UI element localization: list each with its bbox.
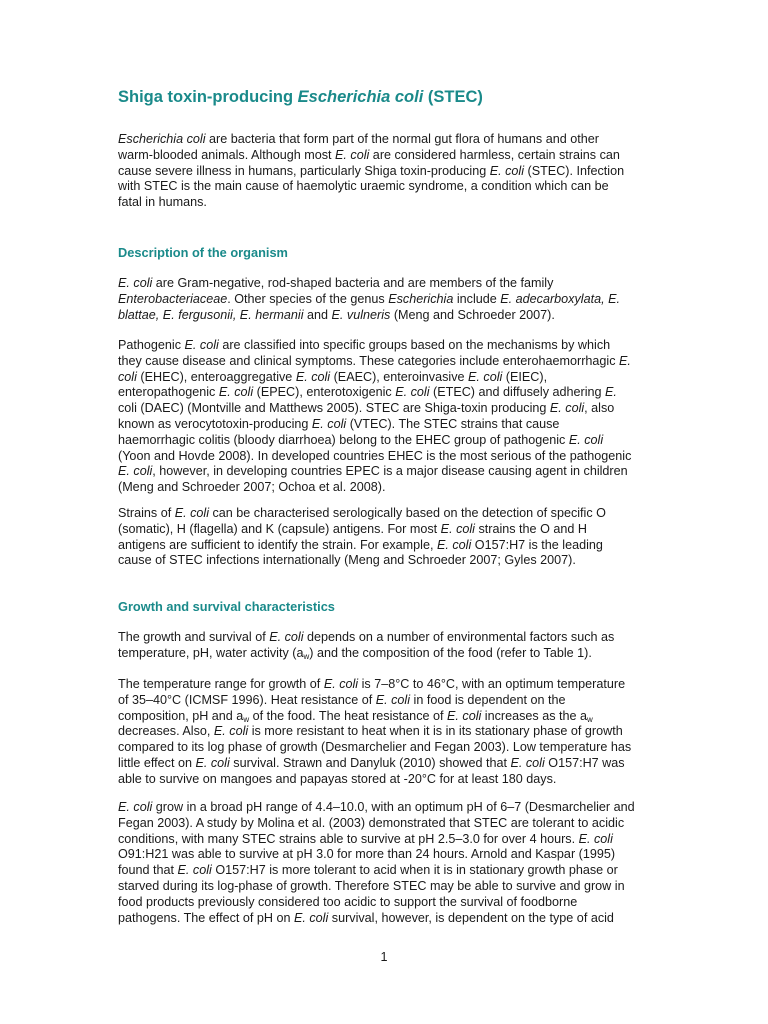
text-run: (EAEC), enteroinvasive — [330, 369, 468, 384]
italic-run: E. coli — [218, 385, 254, 400]
paragraph-description-family — [118, 276, 658, 323]
text-line — [118, 522, 658, 538]
text-line — [118, 895, 658, 911]
text-run: is more resistant to heat when it is in its stationary phase of growth — [248, 724, 623, 739]
subscript-run: w — [303, 651, 310, 661]
text-line — [118, 553, 658, 569]
subscript-run: w — [243, 714, 250, 724]
text-run: little effect on — [118, 755, 196, 770]
text-line — [118, 276, 658, 292]
text-run: starved during its log-phase of growth. Therefore STEC may be able to survive and grow in — [118, 878, 625, 893]
text-run: include — [453, 291, 501, 306]
text-run: survival, however, is dependent on the type of acid — [328, 910, 614, 925]
italic-run: E. coli — [174, 506, 209, 520]
paragraph-temperature — [118, 677, 658, 788]
text-line — [118, 630, 658, 646]
text-line — [118, 132, 658, 148]
text-line — [118, 464, 658, 480]
italic-run: E. coli — [118, 276, 153, 290]
page-number: 1 — [380, 950, 388, 964]
italic-run: E. coli — [568, 432, 604, 447]
text-run: increases as the a — [481, 708, 588, 723]
italic-run: E. — [605, 385, 617, 400]
italic-run: Escherichia — [388, 291, 454, 306]
italic-run: E. — [619, 353, 631, 368]
italic-run: E. coli — [549, 401, 585, 416]
text-run: cause of STEC infections internationally (Meng and Schroeder 2007; Gyles 2007). — [118, 553, 576, 568]
text-run: The temperature range for growth of — [118, 677, 324, 691]
text-run: . Other species of the genus — [227, 291, 389, 306]
text-line — [118, 538, 658, 554]
text-run: grow in a broad pH range of 4.4–10.0, with an optimum pH of 6–7 (Desmarchelier and — [152, 800, 635, 814]
italic-run: E. coli — [293, 910, 329, 925]
text-run: conditions, with many STEC strains able to survive at pH 2.5–3.0 for over 4 hours. — [118, 831, 579, 846]
text-run: and — [303, 307, 332, 322]
text-line — [118, 863, 658, 879]
text-line — [118, 740, 658, 756]
text-run: strains the O and H — [474, 521, 587, 536]
italic-run: E. coli — [184, 338, 219, 352]
italic-run: Enterobacteriaceae — [118, 291, 228, 306]
text-run: Pathogenic — [118, 338, 185, 352]
text-line — [118, 646, 658, 662]
text-line — [118, 401, 658, 417]
text-run: (EIEC), — [502, 369, 548, 384]
text-run: depends on a number of environmental factors such as — [303, 630, 615, 644]
text-run: , however, in developing countries EPEC is a major disease causing agent in children — [152, 464, 628, 479]
text-line — [118, 879, 658, 895]
text-run: , also — [584, 401, 615, 416]
italic-run: E. vulneris — [331, 307, 391, 322]
italic-run: E. coli — [489, 163, 525, 178]
italic-run: E. coli — [295, 369, 331, 384]
italic-run: E. coli — [440, 521, 475, 536]
text-run: (somatic), H (flagella) and K (capsule) antigens. For most — [118, 521, 441, 536]
italic-run: coli — [118, 369, 137, 384]
italic-run: E. adecarboxylata, E. — [500, 291, 620, 306]
text-run: with STEC is the main cause of haemolytic uraemic syndrome, a condition which can be — [118, 179, 609, 194]
text-run: Strains of — [118, 506, 175, 520]
text-line — [118, 480, 658, 496]
text-line — [118, 433, 658, 449]
text-run: is 7–8°C to 46°C, with an optimum temperature — [358, 677, 626, 691]
italic-run: E. coli — [436, 537, 472, 552]
text-run: composition, pH and a — [118, 708, 244, 723]
subscript-run: w — [587, 714, 593, 724]
text-line — [118, 385, 658, 401]
text-run: of 35–40°C (ICMSF 1996). Heat resistance of — [118, 692, 376, 707]
italic-run: E. coli — [195, 755, 230, 770]
text-run: cause severe illness in humans, particularly Shiga toxin-producing — [118, 163, 490, 178]
italic-run: E. coli — [578, 831, 613, 846]
text-run: enteropathogenic — [118, 385, 219, 400]
text-run: can be characterised serologically based on the detection of specific O — [209, 506, 606, 520]
text-run: are classified into specific groups based on the mechanisms by which — [218, 338, 611, 352]
italic-run: E. coli — [395, 385, 430, 400]
text-line — [118, 800, 658, 816]
text-run: O157:H7 is more tolerant to acid when it is in stationary growth phase or — [211, 863, 618, 878]
italic-run: E. coli — [335, 147, 370, 162]
text-run: they cause disease and clinical symptoms. These categories include enterohaemorrhagic — [118, 353, 619, 368]
text-run: fatal in humans. — [118, 195, 207, 210]
text-line — [118, 338, 658, 354]
text-line — [118, 164, 658, 180]
text-run: found that — [118, 863, 178, 878]
heading-description: Description of the organism — [118, 245, 288, 260]
text-run: decreases. Also, — [118, 724, 214, 739]
text-run: Fegan 2003). A study by Molina et al. (2003) demonstrated that STEC are tolerant to acidic — [118, 815, 625, 830]
text-run: known as verocytotoxin-producing — [118, 416, 312, 431]
text-run: ) and the composition of the food (refer to Table 1). — [309, 645, 592, 660]
italic-run: E. coli — [447, 708, 482, 723]
text-run: (STEC). Infection — [524, 163, 625, 178]
text-run: (Yoon and Hovde 2008). In developed countries EHEC is the most serious of the pathogenic — [118, 448, 632, 463]
text-run: are Gram-negative, rod-shaped bacteria and are members of the family — [152, 276, 554, 290]
text-line — [118, 148, 658, 164]
text-line — [118, 370, 658, 386]
text-run: coli (DAEC) (Montville and Matthews 2005). STEC are Shiga-toxin producing — [118, 401, 550, 416]
text-line — [118, 756, 658, 772]
italic-run: E. coli — [177, 863, 212, 878]
text-run: haemorrhagic colitis (bloody diarrhoea) belong to the EHEC group of pathogenic — [118, 432, 569, 447]
text-line — [118, 308, 658, 324]
text-run: (ETEC) and diffusely adhering — [429, 385, 606, 400]
text-line — [118, 354, 658, 370]
page-title — [118, 88, 483, 107]
text-run: able to survive on mangoes and papayas stored at -20°C for at least 180 days. — [118, 771, 557, 786]
text-run: pathogens. The effect of pH on — [118, 910, 294, 925]
text-run: (Meng and Schroeder 2007). — [390, 307, 555, 322]
text-line — [118, 506, 658, 522]
text-run: are considered harmless, certain strains can — [369, 147, 620, 162]
text-line — [118, 832, 658, 848]
text-line — [118, 179, 658, 195]
text-run: O157:H7 is the leading — [471, 537, 603, 552]
text-line — [118, 693, 658, 709]
text-line — [118, 911, 658, 927]
text-run: The growth and survival of — [118, 630, 270, 644]
title-post: (STEC) — [423, 88, 483, 106]
paragraph-pathogenic-groups — [118, 338, 658, 496]
text-run: survival. Strawn and Danyluk (2010) showed that — [229, 755, 511, 770]
paragraph-ph — [118, 800, 658, 926]
text-run: food products previously considered too acidic to support the survival of foodborne — [118, 894, 578, 909]
paragraph-growth-factors — [118, 630, 658, 662]
text-line — [118, 816, 658, 832]
italic-run: E. coli — [269, 630, 304, 644]
text-line — [118, 724, 658, 740]
text-run: (Meng and Schroeder 2007; Ochoa et al. 2008). — [118, 480, 386, 495]
italic-run: E. coli — [323, 677, 359, 691]
text-run: O157:H7 was — [544, 755, 625, 770]
italic-run: E. coli — [118, 800, 153, 814]
text-run: temperature, pH, water activity (a — [118, 645, 304, 660]
text-line — [118, 847, 658, 863]
text-line — [118, 449, 658, 465]
text-run: (EHEC), enteroaggregative — [136, 369, 296, 384]
italic-run: Escherichia coli — [118, 132, 206, 146]
italic-run: E. coli — [510, 755, 545, 770]
text-line — [118, 677, 658, 693]
title-italic: Escherichia coli — [297, 88, 424, 106]
text-line — [118, 772, 658, 788]
title-pre: Shiga toxin-producing — [118, 88, 298, 106]
text-run: O91:H21 was able to survive at pH 3.0 for more than 24 hours. Arnold and Kaspar (1995) — [118, 847, 616, 862]
italic-run: E. coli — [311, 416, 347, 431]
italic-run: E. coli — [213, 724, 249, 739]
text-run: are bacteria that form part of the normal gut flora of humans and other — [205, 132, 599, 146]
italic-run: E. coli — [468, 369, 503, 384]
italic-run: E. coli — [375, 692, 411, 707]
text-run: antigens are sufficient to identify the strain. For example, — [118, 537, 437, 552]
text-line — [118, 417, 658, 433]
text-line — [118, 292, 658, 308]
paragraph-serology — [118, 506, 658, 569]
text-run: compared to its log phase of growth (Desmarchelier and Fegan 2003). Low temperature has — [118, 740, 632, 755]
text-line — [118, 709, 658, 725]
text-run: warm-blooded animals. Although most — [118, 147, 336, 162]
text-run: (VTEC). The STEC strains that cause — [346, 416, 560, 431]
text-run: of the food. The heat resistance of — [249, 708, 447, 723]
italic-run: blattae, E. fergusonii, E. hermanii — [118, 307, 304, 322]
heading-growth: Growth and survival characteristics — [118, 599, 335, 614]
text-line — [118, 195, 658, 211]
text-run: in food is dependent on the — [410, 692, 566, 707]
text-run: (EPEC), enterotoxigenic — [253, 385, 396, 400]
paragraph-intro — [118, 132, 658, 211]
italic-run: E. coli — [118, 464, 153, 479]
